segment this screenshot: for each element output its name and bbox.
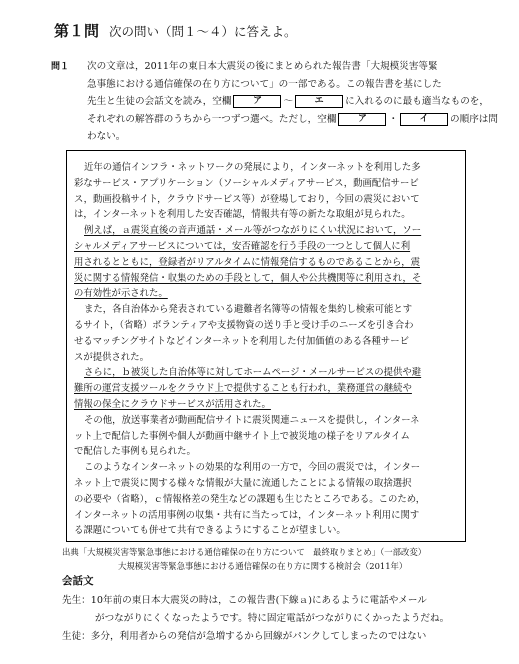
dialogue-line-1: 先生：10年前の東日本大震災の時は，この報告書(下線ａ)にあるように電話やメール bbox=[62, 595, 427, 606]
excerpt-line: の有効性が示された。 bbox=[74, 288, 168, 300]
source-citation-line-2: 大規模災害等緊急事態における通信確保の在り方に関する検討会（2011年） bbox=[118, 561, 408, 571]
excerpt-line: ット上で配信した事例や個人が動画中継サイト上で被災地の様子をリアルタイム bbox=[74, 430, 410, 442]
dialogue-line-2: がつながりにくくなったようです。特に固定電話がつながりにくかったようだね。 bbox=[95, 613, 450, 624]
excerpt-line: で配信した事例も見られた。 bbox=[74, 446, 196, 458]
excerpt-line: 用されるとともに，登録者がリアルタイムに情報発信するものであることから，震 bbox=[74, 256, 420, 268]
question-text-segment: 先生と生徒の会話文を読み，空欄 bbox=[87, 96, 232, 107]
excerpt-line: せるマッチングサイトなどインターネットを利用した付加価値のある各種サービ bbox=[74, 335, 409, 347]
problem-number: 第１問 bbox=[54, 22, 100, 40]
excerpt-line: 難所の運営支援ツールをクラウド上で提供することも行われ，業務運営の継続や bbox=[74, 383, 412, 395]
excerpt-line: さらに，ｂ被災した自治体等に対してホームページ・メールサービスの提供や避 bbox=[84, 367, 422, 379]
question-text-line-2: 急事態における通信確保の在り方について」の一部である。この報告書を基にした bbox=[87, 79, 442, 90]
question-text-line-1: 次の文章は，2011年の東日本大震災の後にまとめられた報告書「大規模災害等緊 bbox=[87, 61, 438, 72]
excerpt-line: シャルメディアサービスについては，安否確認を行う手段の一つとして個人に利 bbox=[74, 241, 411, 252]
dialogue-line-3: 生徒：多分，利用者からの発信が急増するから回線がパンクしてしまったのではない bbox=[62, 631, 427, 642]
range-separator: ～ bbox=[283, 96, 294, 107]
pair-separator: ・ bbox=[388, 114, 399, 125]
excerpt-line: の必要や（省略），ｃ情報格差の発生などの課題も生じたところである。このため， bbox=[74, 493, 426, 505]
excerpt-line: 情報の保全にクラウドサービスが活用された。 bbox=[74, 399, 271, 410]
excerpt-line: 彩なサービス・アプリケーション（ソーシャルメディアサービス，動画配信サービ bbox=[74, 177, 419, 189]
blank-box-a: ア bbox=[233, 95, 281, 108]
question-text-segment: の順序は問 bbox=[450, 114, 498, 125]
excerpt-line: ス，動画投稿サイト，クラウドサービス等）が登場しており，今回の震災において bbox=[74, 193, 420, 205]
excerpt-line: スが提供された。 bbox=[74, 351, 150, 363]
problem-title bbox=[54, 20, 297, 41]
dialogue-heading: 会話文 bbox=[62, 575, 94, 587]
question-text-line-3 bbox=[87, 93, 489, 108]
blank-box-i: イ bbox=[400, 113, 448, 126]
question-text-segment: に入れるのに最も適当なものを， bbox=[345, 96, 489, 107]
excerpt-line: 例えば，ａ震災直後の音声通話・メール等がつながりにくい状況において，ソー bbox=[84, 225, 422, 237]
excerpt-line: このようなインターネットの効果的な利用の一方で，今回の震災では，インター bbox=[84, 462, 421, 474]
report-excerpt-box bbox=[66, 150, 466, 542]
excerpt-line: その他，放送事業者が動画配信サイトに震災関連ニュースを提供し，インターネ bbox=[84, 414, 420, 426]
question-text-segment: それぞれの解答群のうちから一つずつ選べ。ただし，空欄 bbox=[87, 114, 337, 125]
problem-instruction: 次の問い（問１～４）に答えよ。 bbox=[109, 24, 297, 39]
excerpt-line: 近年の通信インフラ・ネットワークの発展により，インターネットを利用した多 bbox=[84, 162, 421, 173]
excerpt-line: ネット上で震災に関する様々な情報が大量に流通したことによる情報の取捨選択 bbox=[74, 478, 412, 489]
excerpt-line: また，各自治体から発表されている避難者名簿等の情報を集約し検索可能とす bbox=[84, 304, 413, 316]
blank-box-a-2: ア bbox=[338, 113, 386, 126]
question-text-line-4 bbox=[87, 111, 498, 126]
excerpt-line: 災に関する情報発信・収集のための手段として，個人や公共機関等に利用され，そ bbox=[74, 272, 422, 284]
blank-box-e: エ bbox=[295, 95, 343, 108]
excerpt-line: インターネットの活用事例の収集・共有に当たっては，インターネット利用に関す bbox=[74, 509, 420, 521]
question-label: 問１ bbox=[51, 62, 70, 72]
excerpt-line: る課題についても併せて共有できるようにすることが望ましい。 bbox=[74, 525, 346, 537]
source-citation-line-1: 出典「大規模災害等緊急事態における通信確保の在り方について 最終取りまとめ」（一部改変） bbox=[62, 547, 427, 557]
excerpt-line: るサイト，（省略）ボランティアや支援物資の送り手と受け手のニーズを引き合わ bbox=[74, 320, 414, 331]
question-text-line-5: わない。 bbox=[87, 131, 126, 142]
excerpt-line: は，インターネットを利用した安否確認，情報共有等の新たな取組が見られた。 bbox=[74, 209, 411, 221]
